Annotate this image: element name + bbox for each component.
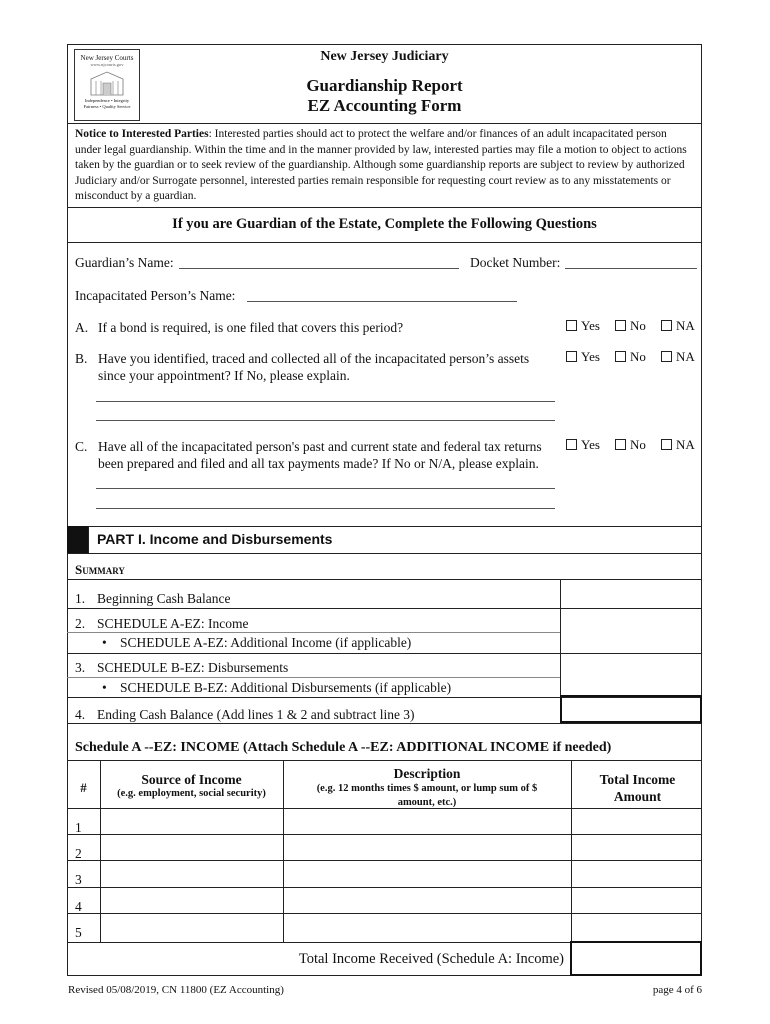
summary-num-4: 4. [75, 707, 86, 722]
checkbox-icon [615, 320, 626, 331]
question-c-yes[interactable]: Yes [566, 437, 600, 453]
question-c-text: Have all of the incapacitated person's past and current state and federal tax returns been prepared and filed and all tax payments made? If No or N/A, please explain. [98, 439, 542, 471]
estate-heading: If you are Guardian of the Estate, Complete the Following Questions [172, 216, 597, 232]
schedule-row-num-3: 3 [75, 872, 82, 887]
form-subtitle: EZ Accounting Form [307, 96, 462, 115]
logo-tagline-2: Fairness • Quality Service [83, 104, 131, 109]
incapacitated-name-label: Incapacitated Person’s Name: [75, 288, 236, 303]
checkbox-icon [615, 439, 626, 450]
docket-number-field[interactable] [565, 268, 697, 269]
checkbox-icon [566, 351, 577, 362]
logo-title: New Jersey Courts [80, 54, 134, 62]
org-name: New Jersey Judiciary [320, 49, 449, 64]
schedule-row-num-4: 4 [75, 899, 82, 914]
part1-black-tab [67, 526, 88, 553]
schedule-row-num-1: 1 [75, 820, 82, 835]
col-header-total: Total Income Amount [599, 772, 676, 804]
col-header-source-title: Source of Income [141, 772, 242, 787]
question-c-no[interactable]: No [615, 437, 646, 453]
part1-heading: PART I. Income and Disbursements [97, 531, 333, 547]
schedule-row-num-2: 2 [75, 846, 82, 861]
question-b-na[interactable]: NA [661, 349, 695, 365]
question-c-explain-line-1[interactable] [96, 488, 555, 489]
question-b-text: Have you identified, traced and collected all of the incapacitated person’s assets since your appointment? If No, please explain. [98, 351, 530, 383]
summary-item-ending-balance: Ending Cash Balance (Add lines 1 & 2 and subtract line 3) [97, 707, 415, 722]
summary-num-1: 1. [75, 591, 86, 606]
page-number: page 4 of 6 [652, 984, 702, 996]
summary-item-schedule-b: SCHEDULE B-EZ: Disbursements [97, 660, 289, 675]
schedule-row-num-5: 5 [75, 925, 82, 940]
col-header-description-sub: (e.g. 12 months times $ amount, or lump sum of $ amount, etc.) [316, 783, 538, 808]
logo-subtitle: www.njcourts.gov [90, 62, 124, 67]
question-b-no[interactable]: No [615, 349, 646, 365]
question-c-na[interactable]: NA [661, 437, 695, 453]
question-a-letter: A. [75, 320, 89, 335]
notice-paragraph [75, 127, 695, 205]
ending-balance-field[interactable] [560, 695, 702, 723]
checkbox-icon [661, 320, 672, 331]
question-a-no[interactable]: No [615, 318, 646, 334]
checkbox-icon [615, 351, 626, 362]
question-b-explain-line-2[interactable] [96, 420, 555, 421]
checkbox-icon [661, 439, 672, 450]
col-header-number: # [80, 780, 87, 795]
form-title: Guardianship Report [306, 76, 463, 95]
col-header-description [283, 766, 571, 810]
total-income-field[interactable] [570, 941, 702, 976]
docket-number-label: Docket Number: [470, 255, 561, 270]
question-a-yes[interactable]: Yes [566, 318, 600, 334]
question-a-text: If a bond is required, is one filed that covers this period? [98, 320, 404, 335]
logo-tagline-1: Independence • Integrity [84, 98, 130, 103]
guardian-name-field[interactable] [179, 268, 459, 269]
question-c-letter: C. [75, 439, 88, 454]
guardian-name-label: Guardian’s Name: [75, 255, 174, 270]
incapacitated-name-field[interactable] [247, 301, 517, 302]
summary-item-schedule-a-additional: SCHEDULE A-EZ: Additional Income (if applicable) [120, 635, 412, 650]
summary-bullet-a: • [102, 635, 107, 650]
question-b-yes[interactable]: Yes [566, 349, 600, 365]
question-b-explain-line-1[interactable] [96, 401, 555, 402]
question-a-na[interactable]: NA [661, 318, 695, 334]
checkbox-icon [566, 320, 577, 331]
question-c-explain-line-2[interactable] [96, 508, 555, 509]
col-header-source-sub: (e.g. employment, social security) [117, 788, 266, 799]
revision-note: Revised 05/08/2019, CN 11800 (EZ Accounting) [68, 984, 284, 996]
summary-item-schedule-b-additional: SCHEDULE B-EZ: Additional Disbursements (if applicable) [120, 680, 452, 695]
summary-title: Summary [75, 562, 125, 577]
total-income-label: Total Income Received (Schedule A: Income) [298, 951, 564, 967]
summary-item-schedule-a: SCHEDULE A-EZ: Income [97, 616, 249, 631]
checkbox-icon [566, 439, 577, 450]
col-header-source [100, 772, 283, 799]
schedule-a-title: Schedule A --EZ: INCOME (Attach Schedule A --EZ: ADDITIONAL INCOME if needed) [75, 740, 612, 755]
summary-num-2: 2. [75, 616, 86, 631]
checkbox-icon [661, 351, 672, 362]
col-header-description-title: Description [393, 766, 461, 781]
summary-item-beginning-balance: Beginning Cash Balance [97, 591, 231, 606]
summary-num-3: 3. [75, 660, 86, 675]
summary-bullet-b: • [102, 680, 107, 695]
notice-text: : Interested parties should act to protect the welfare and/or finances of an adult incapacitated person under legal guardianship. Within the time and in the manner provided by law, interested parties may file a motion to object to actions taken by the guardian or to seek review of the guardianship. Although some guardianship reports are subject to review by authorized Judiciary and/or Surrogate personnel, interested parties remain responsible for requesting court review as to any misstatements or misconduct by a guardian. [75, 128, 687, 202]
question-b-letter: B. [75, 351, 88, 366]
notice-label: Notice to Interested Parties [75, 128, 209, 140]
